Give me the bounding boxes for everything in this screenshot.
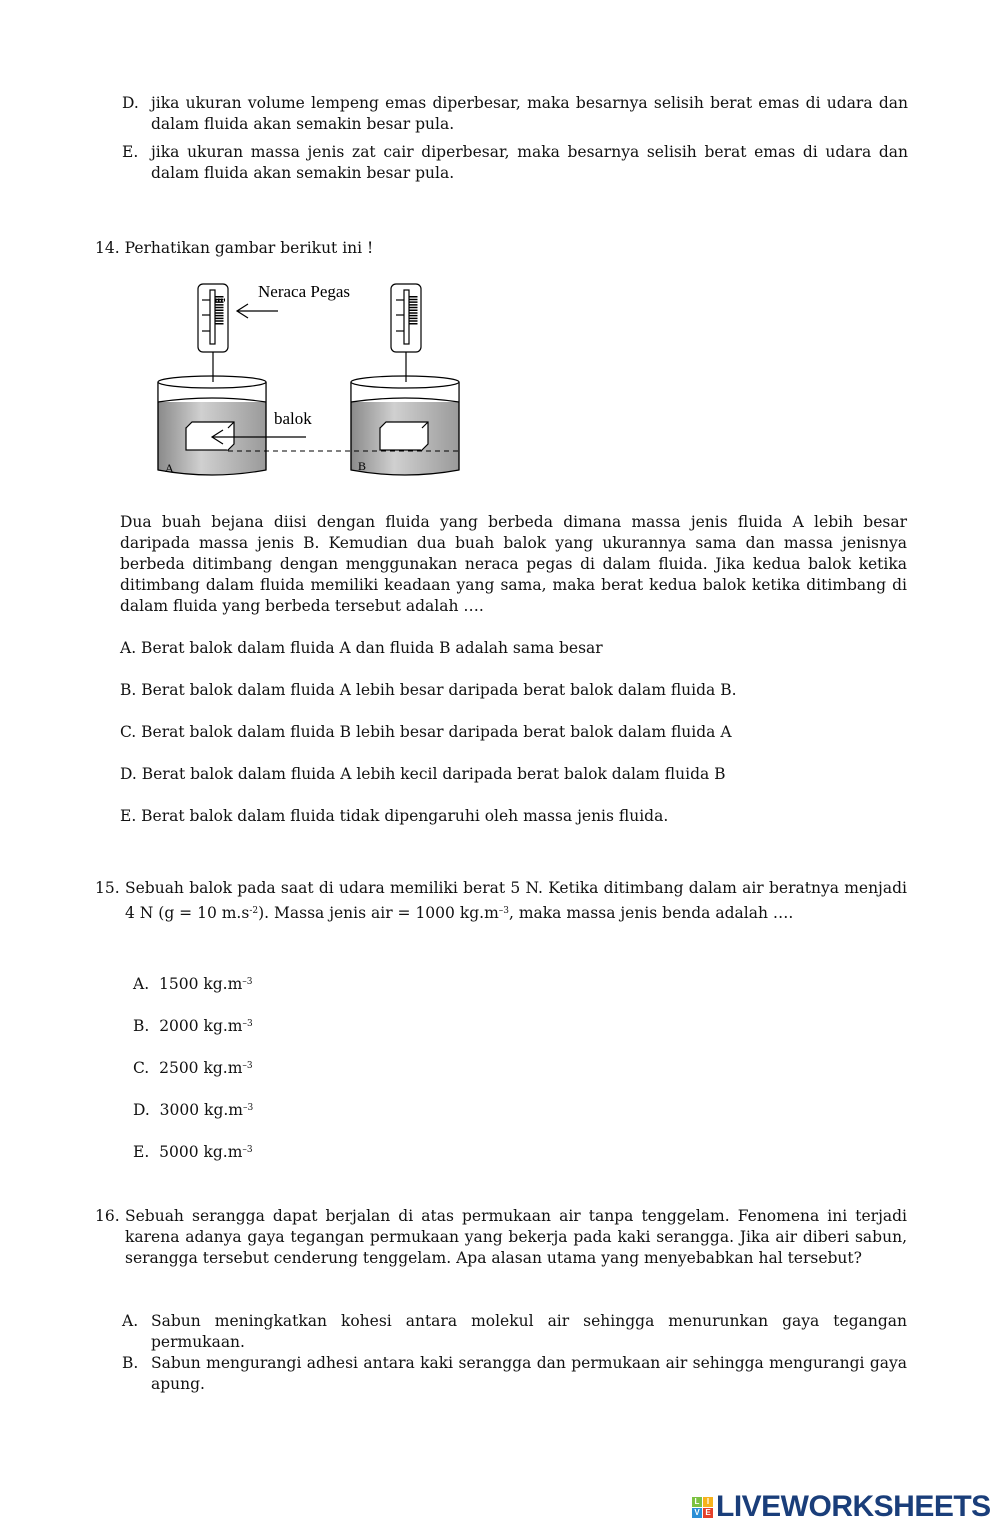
option-value: 3000 kg.m bbox=[159, 1101, 243, 1119]
label-a: A bbox=[165, 461, 174, 475]
option-value: 5000 kg.m bbox=[159, 1143, 243, 1161]
logo-icon bbox=[692, 1497, 713, 1518]
question-prompt: Perhatikan gambar berikut ini ! bbox=[124, 239, 374, 257]
q14-option-d[interactable]: D. Berat balok dalam fluida A lebih kecil daripada berat balok dalam fluida B bbox=[120, 765, 726, 783]
option-label: B. bbox=[122, 1354, 139, 1372]
question-number: 15. bbox=[95, 879, 120, 897]
arrow-neraca bbox=[237, 304, 278, 318]
q15-option-a[interactable] bbox=[133, 974, 253, 995]
option-sup: –3 bbox=[242, 977, 253, 987]
option-value: 2000 kg.m bbox=[159, 1017, 243, 1035]
option-label: A. bbox=[133, 975, 150, 993]
logo-letter: E bbox=[703, 1508, 713, 1518]
option-sup: –3 bbox=[242, 1061, 253, 1071]
option-label: E. bbox=[133, 1143, 150, 1161]
question-number: 14. bbox=[95, 239, 120, 257]
beaker-a bbox=[158, 376, 266, 475]
option-value: 2500 kg.m bbox=[159, 1059, 243, 1077]
q13-option-d bbox=[122, 93, 908, 135]
logo-letter: L bbox=[692, 1497, 702, 1507]
q16-option-b[interactable] bbox=[122, 1353, 907, 1395]
question-number: 16. bbox=[95, 1207, 120, 1225]
option-label: D. bbox=[122, 94, 139, 112]
q15-text-3: , maka massa jenis benda adalah …. bbox=[509, 903, 794, 922]
option-text: Sabun mengurangi adhesi antara kaki serangga dan permukaan air sehingga mengurangi gaya apung. bbox=[151, 1354, 907, 1393]
q16-option-a[interactable] bbox=[122, 1311, 907, 1353]
q14-option-c[interactable]: C. Berat balok dalam fluida B lebih besar daripada berat balok dalam fluida A bbox=[120, 723, 732, 741]
option-label: A. bbox=[122, 1312, 139, 1330]
q15-sup-2: –3 bbox=[498, 905, 509, 916]
q15-sup-1: -2 bbox=[249, 905, 259, 916]
label-b: B bbox=[358, 459, 367, 473]
q14-option-a[interactable]: A. Berat balok dalam fluida A dan fluida B adalah sama besar bbox=[120, 639, 603, 657]
option-sup: –3 bbox=[242, 1103, 254, 1113]
label-neraca-pegas: Neraca Pegas bbox=[258, 282, 351, 301]
option-label: D. bbox=[133, 1101, 150, 1119]
option-text: jika ukuran volume lempeng emas diperbesar, maka besarnya selisih berat emas di udara dan dalam fluida akan semakin besar pula. bbox=[151, 94, 908, 133]
q15-option-e[interactable] bbox=[133, 1142, 253, 1163]
option-text: Sabun meningkatkan kohesi antara molekul air sehingga menurunkan gaya tegangan permukaan. bbox=[151, 1312, 907, 1351]
option-text: jika ukuran massa jenis zat cair diperbesar, maka besarnya selisih berat emas di udara dan dalam fluida akan semakin besar pula. bbox=[151, 143, 908, 182]
label-balok: balok bbox=[274, 409, 312, 428]
q14-option-e[interactable]: E. Berat balok dalam fluida tidak dipengaruhi oleh massa jenis fluida. bbox=[120, 807, 669, 825]
q15-text-1: Sebuah balok pada saat di udara memiliki berat 5 N. Ketika ditimbang dalam air beratnya menjadi 4 N (g = 10 m.s bbox=[125, 879, 907, 922]
q15-option-c[interactable] bbox=[133, 1058, 253, 1079]
q15-text-2: ). Massa jenis air = 1000 kg.m bbox=[258, 903, 499, 922]
logo-letter: V bbox=[692, 1508, 702, 1518]
option-label: B. bbox=[133, 1017, 150, 1035]
liveworksheets-logo bbox=[692, 1490, 991, 1524]
q14-option-b[interactable]: B. Berat balok dalam fluida A lebih besar daripada berat balok dalam fluida B. bbox=[120, 681, 737, 699]
q15-option-d[interactable] bbox=[133, 1100, 253, 1121]
spring-balance-figure bbox=[140, 270, 480, 480]
question-text: Sebuah serangga dapat berjalan di atas permukaan air tanpa tenggelam. Fenomena ini terjadi karena adanya gaya tegangan permukaan yang bekerja pada kaki serangga. Jika air diberi sabun, serangga tersebut cenderung tenggelam. Apa alasan utama yang menyebabkan hal tersebut? bbox=[125, 1207, 907, 1267]
q14-prompt bbox=[95, 238, 373, 259]
logo-letter: I bbox=[703, 1497, 713, 1507]
q15-question bbox=[95, 876, 907, 925]
beaker-b bbox=[351, 376, 459, 475]
q14-text: Dua buah bejana diisi dengan fluida yang berbeda dimana massa jenis fluida A lebih besar daripada massa jenis B. Kemudian dua buah balok yang ukurannya sama dan massa jenisnya berbeda ditimbang dengan menggunakan neraca pegas di dalam fluida. Jika kedua balok ketika ditimbang dalam fluida memiliki keadaan yang sama, maka berat kedua balok ketika ditimbang di dalam fluida yang berbeda tersebut adalah …. bbox=[120, 513, 907, 615]
q15-option-b[interactable] bbox=[133, 1016, 253, 1037]
option-label: C. bbox=[133, 1059, 150, 1077]
q13-option-e bbox=[122, 142, 908, 184]
option-sup: –3 bbox=[242, 1019, 253, 1029]
option-label: E. bbox=[122, 143, 139, 161]
option-value: 1500 kg.m bbox=[158, 975, 243, 993]
q16-question bbox=[95, 1206, 907, 1269]
logo-text: LIVEWORKSHEETS bbox=[716, 1490, 991, 1523]
option-sup: –3 bbox=[242, 1145, 253, 1155]
